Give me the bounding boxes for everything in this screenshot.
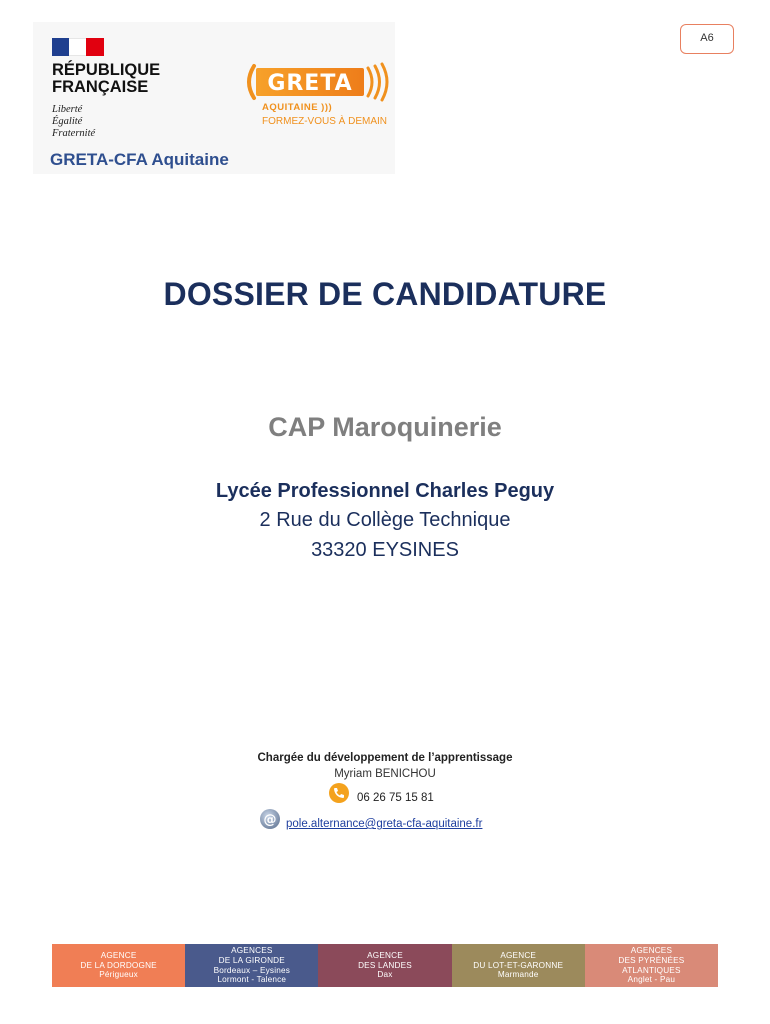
school-address-city: 33320 EYSINES [311, 539, 459, 561]
motto-egalite: Égalité [52, 116, 83, 127]
agency-dordogne [52, 944, 185, 987]
agency-lot-et-garonne-line-1: AGENCE [500, 951, 537, 961]
agencies-footer [52, 944, 718, 987]
contact-phone[interactable]: 06 26 75 15 81 [357, 792, 434, 804]
republique-francaise-label [52, 62, 192, 96]
french-flag-icon [52, 38, 104, 56]
agency-pyrenees-atlantiques [585, 944, 718, 987]
page-title: DOSSIER DE CANDIDATURE [163, 276, 607, 312]
agency-dordogne-line-1: AGENCE [100, 951, 137, 961]
agency-pyrenees-line-4: Anglet - Pau [627, 975, 676, 985]
org-name: GRETA-CFA Aquitaine [50, 150, 229, 169]
agency-lot-et-garonne-line-3: Marmande [497, 970, 539, 980]
agency-lot-et-garonne-line-2: DU LOT-ET-GARONNE [473, 960, 564, 970]
reference-badge: A6 [680, 24, 734, 54]
agency-gironde-line-2: DE LA GIRONDE [218, 955, 285, 965]
phone-icon [329, 783, 349, 803]
school-name: Lycée Professionnel Charles Peguy [215, 480, 555, 502]
agency-gironde-line-1: AGENCES [231, 946, 273, 956]
agency-landes-line-3: Dax [377, 970, 393, 980]
course-name: CAP Maroquinerie [268, 412, 502, 442]
contact-email-link[interactable]: pole.alternance@greta-cfa-aquitaine.fr [286, 818, 483, 830]
agency-gironde [185, 944, 318, 987]
contact-name: Myriam BENICHOU [334, 768, 436, 780]
republic-motto [52, 104, 152, 140]
motto-liberte: Liberté [52, 104, 83, 115]
agency-gironde-line-3: Bordeaux – Eysines [213, 965, 291, 975]
greta-brand: GRETA [267, 71, 353, 96]
greta-tagline: FORMEZ-VOUS À DEMAIN [262, 116, 388, 127]
republic-line-2: FRANÇAISE [52, 78, 149, 96]
svg-text:@: @ [263, 812, 277, 828]
agency-pyrenees-line-2: DES PYRÉNÉES [618, 955, 685, 965]
agency-landes-line-1: AGENCE [367, 951, 403, 961]
agency-pyrenees-line-3: ATLANTIQUES [622, 965, 681, 975]
agency-pyrenees-line-1: AGENCES [630, 946, 673, 956]
motto-fraternite: Fraternité [52, 128, 96, 139]
agency-gironde-line-4: Lormont - Talence [217, 975, 287, 985]
agency-lot-et-garonne [452, 944, 585, 987]
republic-line-1: RÉPUBLIQUE [52, 61, 161, 79]
school-address-street: 2 Rue du Collège Technique [259, 509, 511, 531]
at-sign-icon [259, 808, 281, 830]
agency-landes [318, 944, 451, 987]
contact-role: Chargée du développement de l’apprentissage [257, 752, 513, 764]
agency-dordogne-line-3: Périgueux [99, 970, 138, 980]
agency-landes-line-2: DES LANDES [358, 960, 412, 970]
agency-dordogne-line-2: DE LA DORDOGNE [80, 960, 157, 970]
greta-logo [242, 62, 392, 102]
greta-region: AQUITAINE ))) [262, 102, 333, 113]
